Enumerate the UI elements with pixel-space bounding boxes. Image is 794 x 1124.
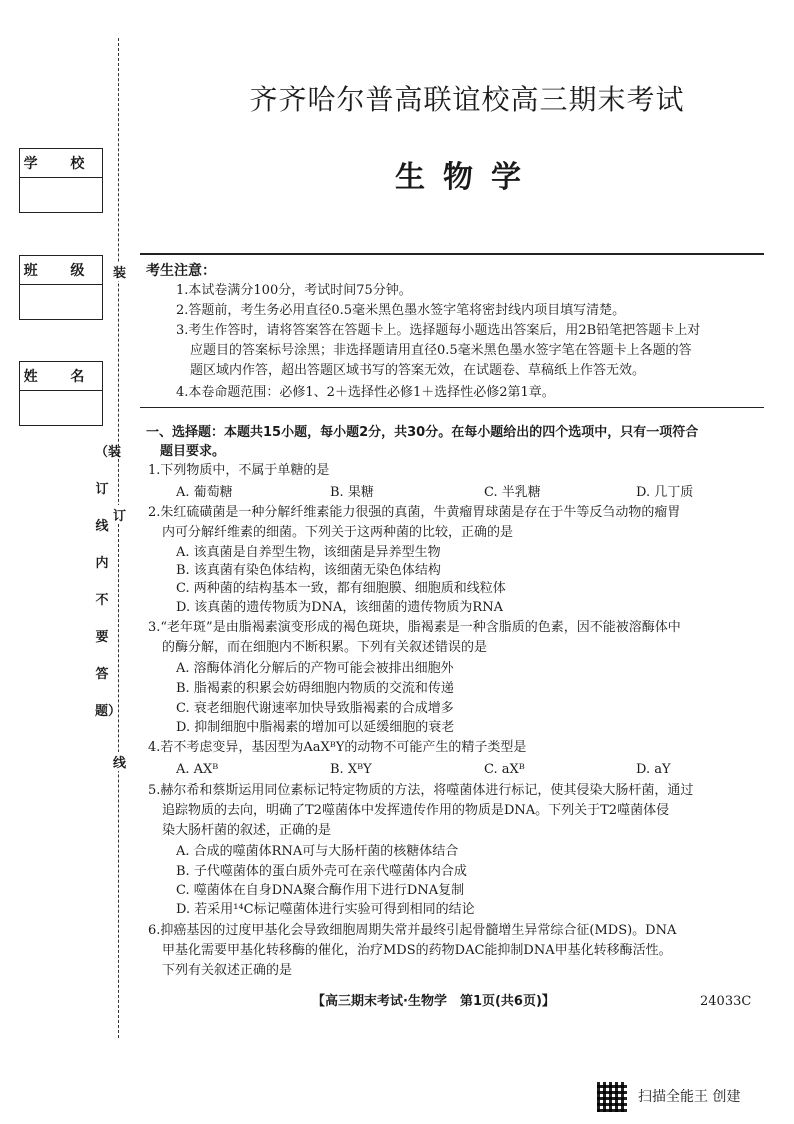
exam-title: 齐齐哈尔普高联谊校高三期末考试 <box>249 83 685 116</box>
option-a[interactable]: A. 该真菌是自养型生物，该细菌是异养型生物 <box>176 545 441 560</box>
binding-line <box>118 38 119 1038</box>
subject-title: 生物学 <box>395 160 539 195</box>
class-blank[interactable] <box>20 285 102 319</box>
question-stem: 4.若不考虑变异，基因型为AaXᴮY的动物不可能产生的精子类型是 <box>148 740 527 755</box>
bind-char-ding: 订 <box>113 505 126 524</box>
option-b[interactable]: B. 子代噬菌体的蛋白质外壳可在亲代噬菌体内合成 <box>176 864 467 879</box>
option-a[interactable]: A. 溶酶体消化分解后的产物可能会被排出细胞外 <box>176 661 454 676</box>
option-d[interactable]: D. 该真菌的遗传物质为DNA，该细菌的遗传物质为RNA <box>176 600 503 615</box>
notice-line: 1.本试卷满分100分，考试时间75分钟。 <box>176 283 412 298</box>
page-footer: 【高三期末考试·生物学 第1页(共6页)】 <box>312 994 555 1009</box>
notice-line: 3.考生作答时，请将答案答在答题卡上。选择题每小题选出答案后，用2B铅笔把答题卡上对 <box>176 323 701 338</box>
header-rule-bottom <box>140 407 764 408</box>
option-c[interactable]: C. 衰老细胞代谢速率加快导致脂褐素的合成增多 <box>176 701 454 716</box>
option-d[interactable]: D. 几丁质 <box>636 485 694 500</box>
binding-note: （装订线内不要答题） <box>95 445 122 719</box>
school-field <box>19 148 103 213</box>
qr-code-icon <box>597 1082 627 1112</box>
name-field <box>19 361 103 426</box>
notice-line: 4.本卷命题范围：必修1、2＋选择性必修1＋选择性必修2第1章。 <box>176 385 555 400</box>
question-stem-cont: 染大肠杆菌的叙述，正确的是 <box>162 823 332 838</box>
school-label: 学 校 <box>20 149 102 178</box>
option-b[interactable]: B. 果糖 <box>330 485 374 500</box>
option-a[interactable]: A. 合成的噬菌体RNA可与大肠杆菌的核糖体结合 <box>176 844 459 859</box>
bind-char-xian: 线 <box>113 752 126 771</box>
paper-code: 24033C <box>700 994 752 1009</box>
question-stem-cont: 甲基化需要甲基化转移酶的催化，治疗MDS的药物DAC能抑制DNA甲基化转移酶活性。 <box>162 943 672 958</box>
class-label: 班 级 <box>20 256 102 285</box>
question-stem-cont: 追踪物质的去向，明确了T2噬菌体中发挥遗传作用的物质是DNA。下列关于T2噬菌体侵 <box>162 803 670 818</box>
option-b[interactable]: B. 该真菌有染色体结构，该细菌无染色体结构 <box>176 563 441 578</box>
name-blank[interactable] <box>20 391 102 425</box>
bind-char-zhuang: 装 <box>113 262 126 281</box>
option-c[interactable]: C. 半乳糖 <box>484 485 541 500</box>
option-c[interactable]: C. 两种菌的结构基本一致，都有细胞膜、细胞质和线粒体 <box>176 581 506 596</box>
option-b[interactable]: B. 脂褐素的积累会妨碍细胞内物质的交流和传递 <box>176 681 454 696</box>
option-a[interactable]: A. AXᴮ <box>176 762 219 777</box>
question-stem: 5.赫尔希和蔡斯运用同位素标记特定物质的方法，将噬菌体进行标记，使其侵染大肠杆菌，通过 <box>148 783 694 798</box>
option-c[interactable]: C. aXᴮ <box>484 762 525 777</box>
name-label: 姓 名 <box>20 362 102 391</box>
option-d[interactable]: D. 抑制细胞中脂褐素的增加可以延缓细胞的衰老 <box>176 720 455 735</box>
question-stem: 1.下列物质中，不属于单糖的是 <box>148 463 330 478</box>
question-stem-cont: 内可分解纤维素的细菌。下列关于这两种菌的比较，正确的是 <box>162 525 514 540</box>
scanner-watermark: 扫描全能王 创建 <box>638 1089 741 1105</box>
question-stem: 6.抑癌基因的过度甲基化会导致细胞周期失常并最终引起骨髓增生异常综合征(MDS)。DNA <box>148 923 677 938</box>
notice-line: 题区域内作答，超出答题区域书写的答案无效，在试题卷、草稿纸上作答无效。 <box>190 363 646 378</box>
option-a[interactable]: A. 葡萄糖 <box>176 485 233 500</box>
notice-heading: 考生注意： <box>146 263 216 279</box>
option-d[interactable]: D. aY <box>636 762 671 777</box>
school-blank[interactable] <box>20 178 102 212</box>
section-heading-cont: 题目要求。 <box>160 444 226 459</box>
option-b[interactable]: B. XᴮY <box>330 762 372 777</box>
notice-line: 2.答题前，考生务必用直径0.5毫米黑色墨水签字笔将密封线内项目填写清楚。 <box>176 303 626 318</box>
class-field <box>19 255 103 320</box>
question-stem: 2.朱红硫磺菌是一种分解纤维素能力很强的真菌，牛黄瘤胃球菌是存在于牛等反刍动物的瘤胃 <box>148 505 681 520</box>
question-stem-cont: 的酶分解，而在细胞内不断积累。下列有关叙述错误的是 <box>162 640 488 655</box>
question-stem-cont: 下列有关叙述正确的是 <box>162 963 293 978</box>
section-heading: 一、选择题：本题共15小题，每小题2分，共30分。在每小题给出的四个选项中，只有一项符合 <box>146 425 699 440</box>
notice-line: 应题目的答案标号涂黑；非选择题请用直径0.5毫米黑色墨水签字笔在答题卡上各题的答 <box>190 343 692 358</box>
question-stem: 3.“老年斑”是由脂褐素演变形成的褐色斑块，脂褐素是一种含脂质的色素，因不能被溶酶体中 <box>148 620 681 635</box>
option-d[interactable]: D. 若采用¹⁴C标记噬菌体进行实验可得到相同的结论 <box>176 902 475 917</box>
option-c[interactable]: C. 噬菌体在自身DNA聚合酶作用下进行DNA复制 <box>176 883 465 898</box>
header-rule-top <box>140 253 764 255</box>
